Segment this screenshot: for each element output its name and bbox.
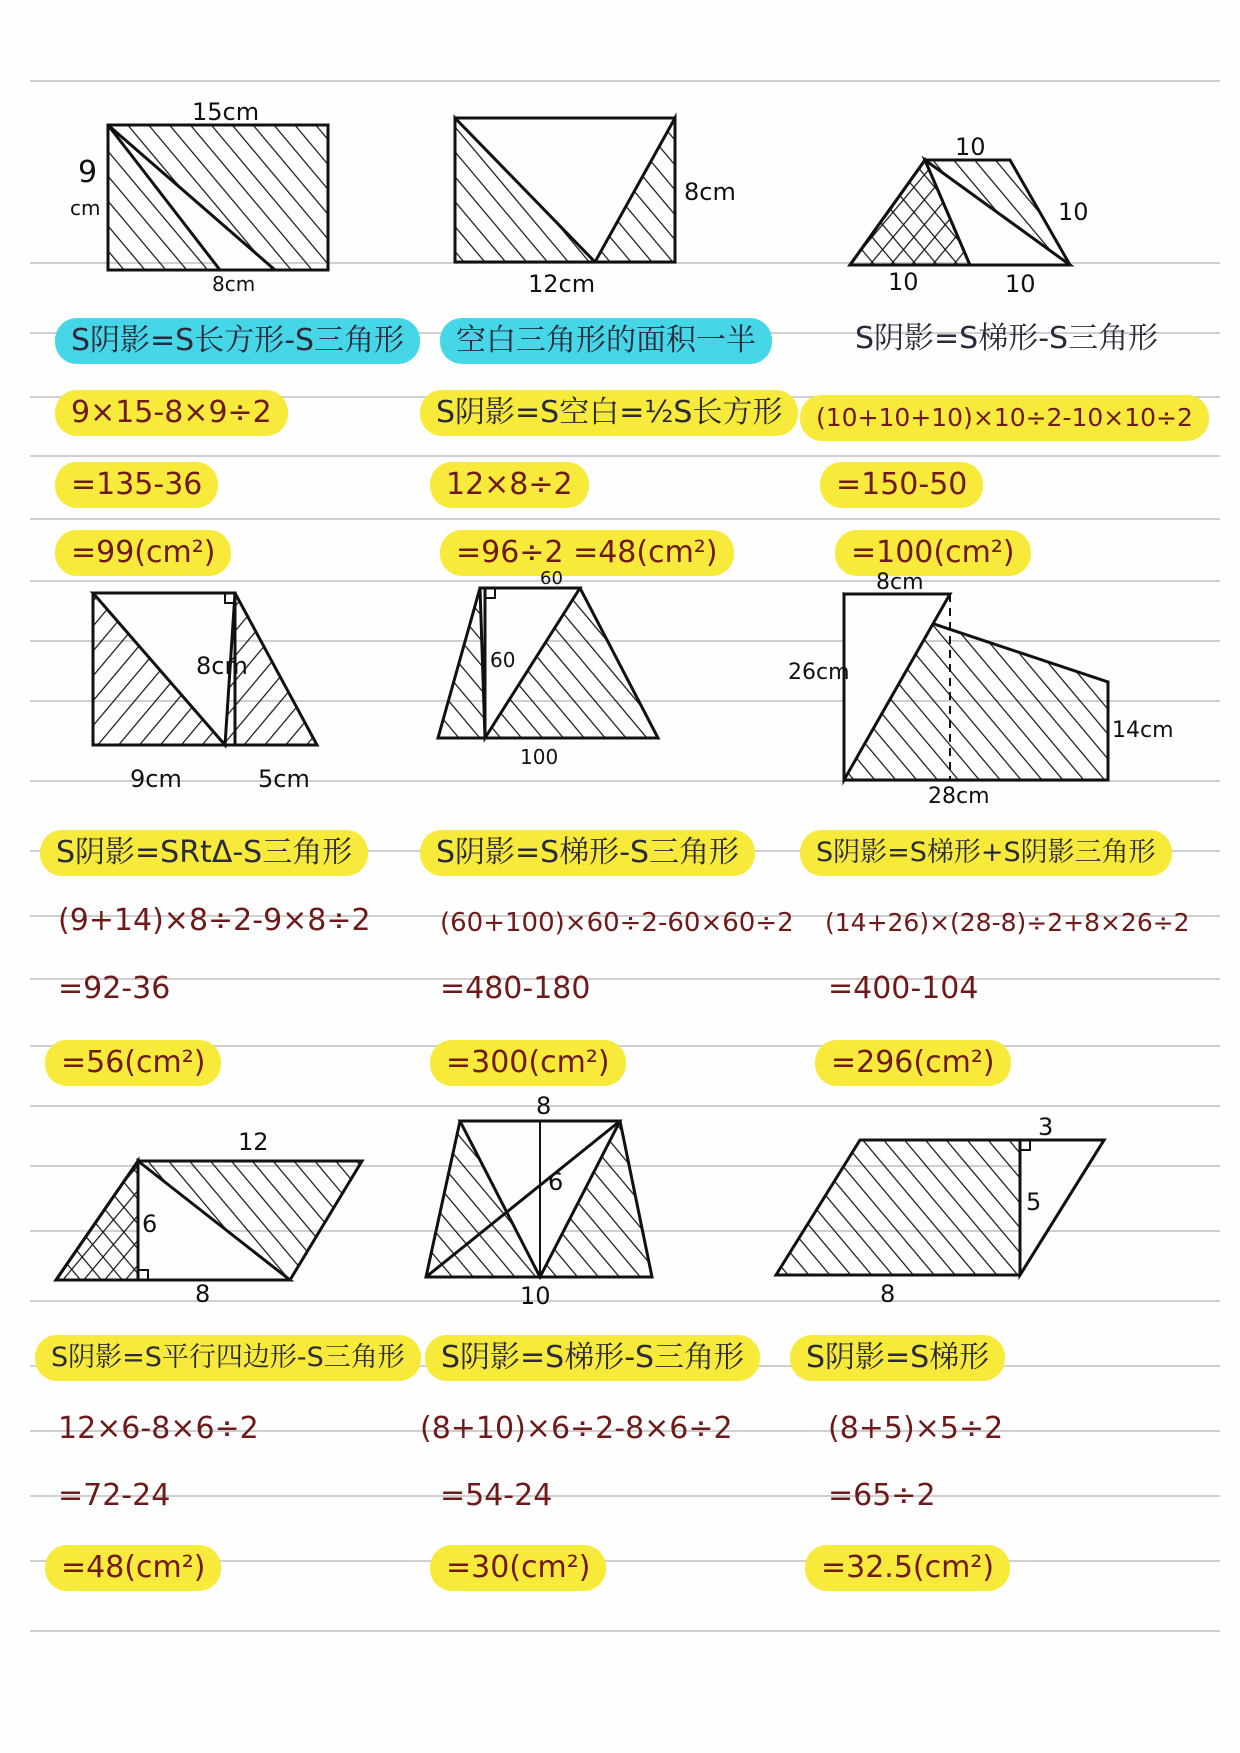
fig1-label-bottom: 8cm — [212, 272, 256, 296]
p1-line4: =99(cm²) — [55, 530, 231, 576]
rule-line — [30, 455, 1220, 457]
fig8-label-height: 6 — [548, 1168, 564, 1196]
fig2-label-right: 8cm — [684, 178, 736, 206]
p6-line4: =296(cm²) — [815, 1040, 1011, 1086]
rule-line — [30, 518, 1220, 520]
p5-line1: S阴影=S梯形-S三角形 — [420, 830, 755, 876]
fig6-label-right: 14cm — [1112, 718, 1174, 743]
fig5-label-top: 60 — [540, 568, 563, 589]
p6-line2: (14+26)×(28-8)÷2+8×26÷2 — [825, 908, 1190, 937]
p2-line1: 空白三角形的面积一半 — [440, 318, 772, 364]
p8-line1: S阴影=S梯形-S三角形 — [425, 1335, 760, 1381]
fig6-label-top: 8cm — [876, 570, 924, 595]
p3-line4: =100(cm²) — [835, 530, 1031, 576]
fig8-label-top: 8 — [536, 1092, 552, 1120]
fig6-label-left: 26cm — [788, 660, 850, 685]
p2-line3: 12×8÷2 — [430, 462, 589, 508]
p4-line4: =56(cm²) — [45, 1040, 221, 1086]
figure-trapezoid — [840, 150, 1080, 270]
p4-line3: =92-36 — [58, 971, 171, 1006]
p4-line1: S阴影=SRtΔ-S三角形 — [40, 830, 368, 876]
fig2-label-bottom: 12cm — [528, 270, 596, 298]
p6-line1: S阴影=S梯形+S阴影三角形 — [800, 830, 1172, 876]
fig4-label-bottom-right: 5cm — [258, 765, 310, 793]
p9-line3: =65÷2 — [828, 1478, 936, 1513]
fig6-label-bottom: 28cm — [928, 784, 990, 809]
p4-line2: (9+14)×8÷2-9×8÷2 — [58, 903, 371, 938]
figure-rectangle-two-triangles — [440, 110, 720, 270]
figure-parallelogram — [50, 1145, 370, 1285]
figure-parallelogram-trapezoid — [770, 1130, 1110, 1290]
p1-line1: S阴影=S长方形-S三角形 — [55, 318, 420, 364]
figure-right-trapezoid-large — [840, 590, 1120, 790]
rule-line — [30, 1105, 1220, 1107]
fig1-label-left: 9 — [78, 155, 98, 190]
fig3-label-bottom-left: 10 — [888, 268, 919, 296]
fig1-label-top: 15cm — [192, 98, 260, 126]
figure-isosceles-trapezoid — [430, 580, 670, 750]
p7-line2: 12×6-8×6÷2 — [58, 1411, 259, 1446]
p7-line3: =72-24 — [58, 1478, 171, 1513]
fig3-label-top: 10 — [955, 133, 986, 161]
p5-line3: =480-180 — [440, 971, 591, 1006]
fig7-label-bottom: 8 — [195, 1280, 211, 1308]
fig4-label-bottom-left: 9cm — [130, 765, 182, 793]
p7-line4: =48(cm²) — [45, 1545, 221, 1591]
fig9-label-top: 3 — [1038, 1113, 1054, 1141]
p3-line1: S阴影=S梯形-S三角形 — [855, 321, 1159, 356]
rule-line — [30, 1630, 1220, 1632]
p6-line3: =400-104 — [828, 971, 979, 1006]
fig5-label-height: 60 — [490, 648, 516, 672]
p5-line4: =300(cm²) — [430, 1040, 626, 1086]
p3-line3: =150-50 — [820, 462, 983, 508]
rule-line — [30, 80, 1220, 82]
fig1-label-left-unit: cm — [70, 196, 101, 220]
p5-line2: (60+100)×60÷2-60×60÷2 — [440, 908, 794, 938]
rule-line — [30, 978, 1220, 980]
p8-line4: =30(cm²) — [430, 1545, 606, 1591]
fig7-label-height: 6 — [142, 1210, 158, 1238]
fig3-label-bottom-right: 10 — [1005, 270, 1036, 298]
p8-line3: =54-24 — [440, 1478, 553, 1513]
p7-line1: S阴影=S平行四边形-S三角形 — [35, 1335, 421, 1381]
fig8-label-bottom: 10 — [520, 1282, 551, 1310]
fig5-label-bottom: 100 — [520, 745, 559, 769]
p9-line4: =32.5(cm²) — [805, 1545, 1010, 1591]
fig9-label-bottom: 8 — [880, 1280, 896, 1308]
fig7-label-top: 12 — [238, 1128, 269, 1156]
p9-line2: (8+5)×5÷2 — [828, 1411, 1004, 1446]
figure-trapezoid-diagonal — [420, 1115, 660, 1285]
p1-line3: =135-36 — [55, 462, 218, 508]
p2-line4: =96÷2 =48(cm²) — [440, 530, 734, 576]
p3-line2: (10+10+10)×10÷2-10×10÷2 — [800, 395, 1209, 441]
p1-line2: 9×15-8×9÷2 — [55, 390, 288, 436]
fig4-label-height: 8cm — [196, 652, 248, 680]
rule-line — [30, 1495, 1220, 1497]
p2-line2: S阴影=S空白=½S长方形 — [420, 390, 798, 436]
fig9-label-height: 5 — [1026, 1188, 1042, 1216]
fig3-label-right: 10 — [1058, 198, 1089, 226]
p8-line2: (8+10)×6÷2-8×6÷2 — [420, 1411, 733, 1446]
p9-line1: S阴影=S梯形 — [790, 1335, 1005, 1381]
